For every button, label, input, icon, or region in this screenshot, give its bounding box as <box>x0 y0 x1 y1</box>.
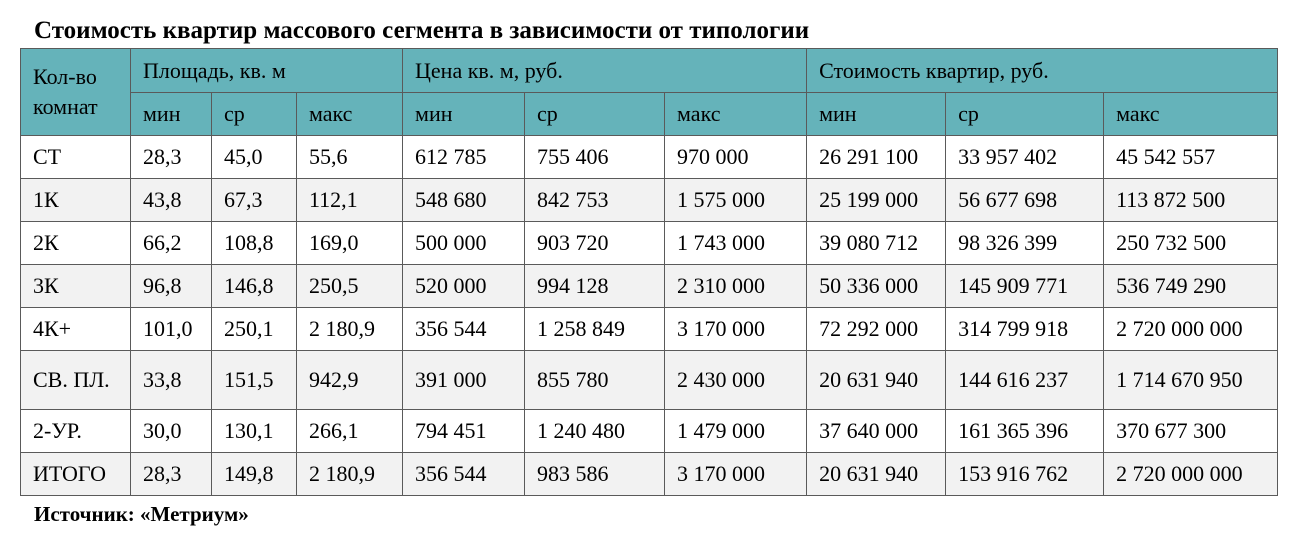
column-group-header: Стоимость квартир, руб. <box>807 49 1278 93</box>
table-cell: 45,0 <box>212 136 297 179</box>
table-cell: 903 720 <box>525 222 665 265</box>
table-cell: 2 180,9 <box>297 453 403 496</box>
table-cell: 1 479 000 <box>665 410 807 453</box>
table-cell: 3 170 000 <box>665 453 807 496</box>
subcolumn-header: ср <box>946 93 1104 136</box>
table-cell: 161 365 396 <box>946 410 1104 453</box>
table-cell: 1 240 480 <box>525 410 665 453</box>
table-cell: 145 909 771 <box>946 265 1104 308</box>
table-cell: 370 677 300 <box>1104 410 1278 453</box>
row-label: 4К+ <box>21 308 131 351</box>
table-cell: 153 916 762 <box>946 453 1104 496</box>
table-cell: 842 753 <box>525 179 665 222</box>
table-cell: 130,1 <box>212 410 297 453</box>
table-row <box>21 453 1278 496</box>
table-row <box>21 410 1278 453</box>
subcolumn-header: макс <box>297 93 403 136</box>
subcolumn-header: макс <box>665 93 807 136</box>
table-cell: 2 720 000 000 <box>1104 308 1278 351</box>
subcolumn-header: мин <box>403 93 525 136</box>
column-group-header: Цена кв. м, руб. <box>403 49 807 93</box>
table-cell: 2 180,9 <box>297 308 403 351</box>
table-cell: 3 170 000 <box>665 308 807 351</box>
table-row <box>21 265 1278 308</box>
table-cell: 72 292 000 <box>807 308 946 351</box>
table-cell: 250,5 <box>297 265 403 308</box>
table-body <box>21 136 1278 496</box>
table-cell: 28,3 <box>131 136 212 179</box>
table-cell: 55,6 <box>297 136 403 179</box>
table-cell: 50 336 000 <box>807 265 946 308</box>
table-cell: 43,8 <box>131 179 212 222</box>
table-cell: 39 080 712 <box>807 222 946 265</box>
table-row <box>21 351 1278 410</box>
table-cell: 2 720 000 000 <box>1104 453 1278 496</box>
table-cell: 548 680 <box>403 179 525 222</box>
table-cell: 56 677 698 <box>946 179 1104 222</box>
table-cell: 33,8 <box>131 351 212 410</box>
table-cell: 149,8 <box>212 453 297 496</box>
table-cell: 314 799 918 <box>946 308 1104 351</box>
table-cell: 1 743 000 <box>665 222 807 265</box>
table-cell: 942,9 <box>297 351 403 410</box>
table-header <box>21 49 1278 136</box>
table-cell: 391 000 <box>403 351 525 410</box>
table-cell: 98 326 399 <box>946 222 1104 265</box>
table-cell: 144 616 237 <box>946 351 1104 410</box>
table-cell: 67,3 <box>212 179 297 222</box>
row-label: СВ. ПЛ. <box>21 351 131 410</box>
table-cell: 2 430 000 <box>665 351 807 410</box>
row-header-label: Кол-во комнат <box>21 49 131 136</box>
table-cell: 250,1 <box>212 308 297 351</box>
table-cell: 146,8 <box>212 265 297 308</box>
table-cell: 151,5 <box>212 351 297 410</box>
row-label: 1К <box>21 179 131 222</box>
table-title: Стоимость квартир массового сегмента в зависимости от типологии <box>34 17 810 44</box>
table-cell: 1 714 670 950 <box>1104 351 1278 410</box>
table-cell: 30,0 <box>131 410 212 453</box>
table-cell: 356 544 <box>403 308 525 351</box>
row-label: 3К <box>21 265 131 308</box>
table-cell: 112,1 <box>297 179 403 222</box>
header-sub-row <box>21 93 1278 136</box>
table-cell: 983 586 <box>525 453 665 496</box>
subcolumn-header: мин <box>807 93 946 136</box>
table-cell: 25 199 000 <box>807 179 946 222</box>
table-cell: 520 000 <box>403 265 525 308</box>
table-cell: 994 128 <box>525 265 665 308</box>
table-cell: 101,0 <box>131 308 212 351</box>
source-note: Источник: «Метриум» <box>34 502 249 526</box>
data-table <box>20 48 1278 496</box>
subcolumn-header: макс <box>1104 93 1278 136</box>
table-cell: 66,2 <box>131 222 212 265</box>
table-cell: 500 000 <box>403 222 525 265</box>
table-row <box>21 179 1278 222</box>
table-cell: 108,8 <box>212 222 297 265</box>
table-cell: 794 451 <box>403 410 525 453</box>
table-cell: 45 542 557 <box>1104 136 1278 179</box>
table-cell: 612 785 <box>403 136 525 179</box>
subcolumn-header: ср <box>212 93 297 136</box>
table-cell: 536 749 290 <box>1104 265 1278 308</box>
table-cell: 20 631 940 <box>807 453 946 496</box>
table-cell: 1 575 000 <box>665 179 807 222</box>
subcolumn-header: мин <box>131 93 212 136</box>
table-cell: 970 000 <box>665 136 807 179</box>
table-cell: 356 544 <box>403 453 525 496</box>
table-cell: 26 291 100 <box>807 136 946 179</box>
table-cell: 250 732 500 <box>1104 222 1278 265</box>
subcolumn-header: ср <box>525 93 665 136</box>
table-cell: 37 640 000 <box>807 410 946 453</box>
header-group-row <box>21 49 1278 93</box>
table-cell: 33 957 402 <box>946 136 1104 179</box>
table-cell: 855 780 <box>525 351 665 410</box>
row-label: ИТОГО <box>21 453 131 496</box>
table-cell: 20 631 940 <box>807 351 946 410</box>
row-label: 2-УР. <box>21 410 131 453</box>
table-cell: 2 310 000 <box>665 265 807 308</box>
row-label: 2К <box>21 222 131 265</box>
row-label: СТ <box>21 136 131 179</box>
table-cell: 96,8 <box>131 265 212 308</box>
table-row <box>21 308 1278 351</box>
table-cell: 755 406 <box>525 136 665 179</box>
table-cell: 113 872 500 <box>1104 179 1278 222</box>
table-row <box>21 136 1278 179</box>
table-row <box>21 222 1278 265</box>
table-cell: 169,0 <box>297 222 403 265</box>
table-cell: 28,3 <box>131 453 212 496</box>
table-cell: 266,1 <box>297 410 403 453</box>
column-group-header: Площадь, кв. м <box>131 49 403 93</box>
table-cell: 1 258 849 <box>525 308 665 351</box>
